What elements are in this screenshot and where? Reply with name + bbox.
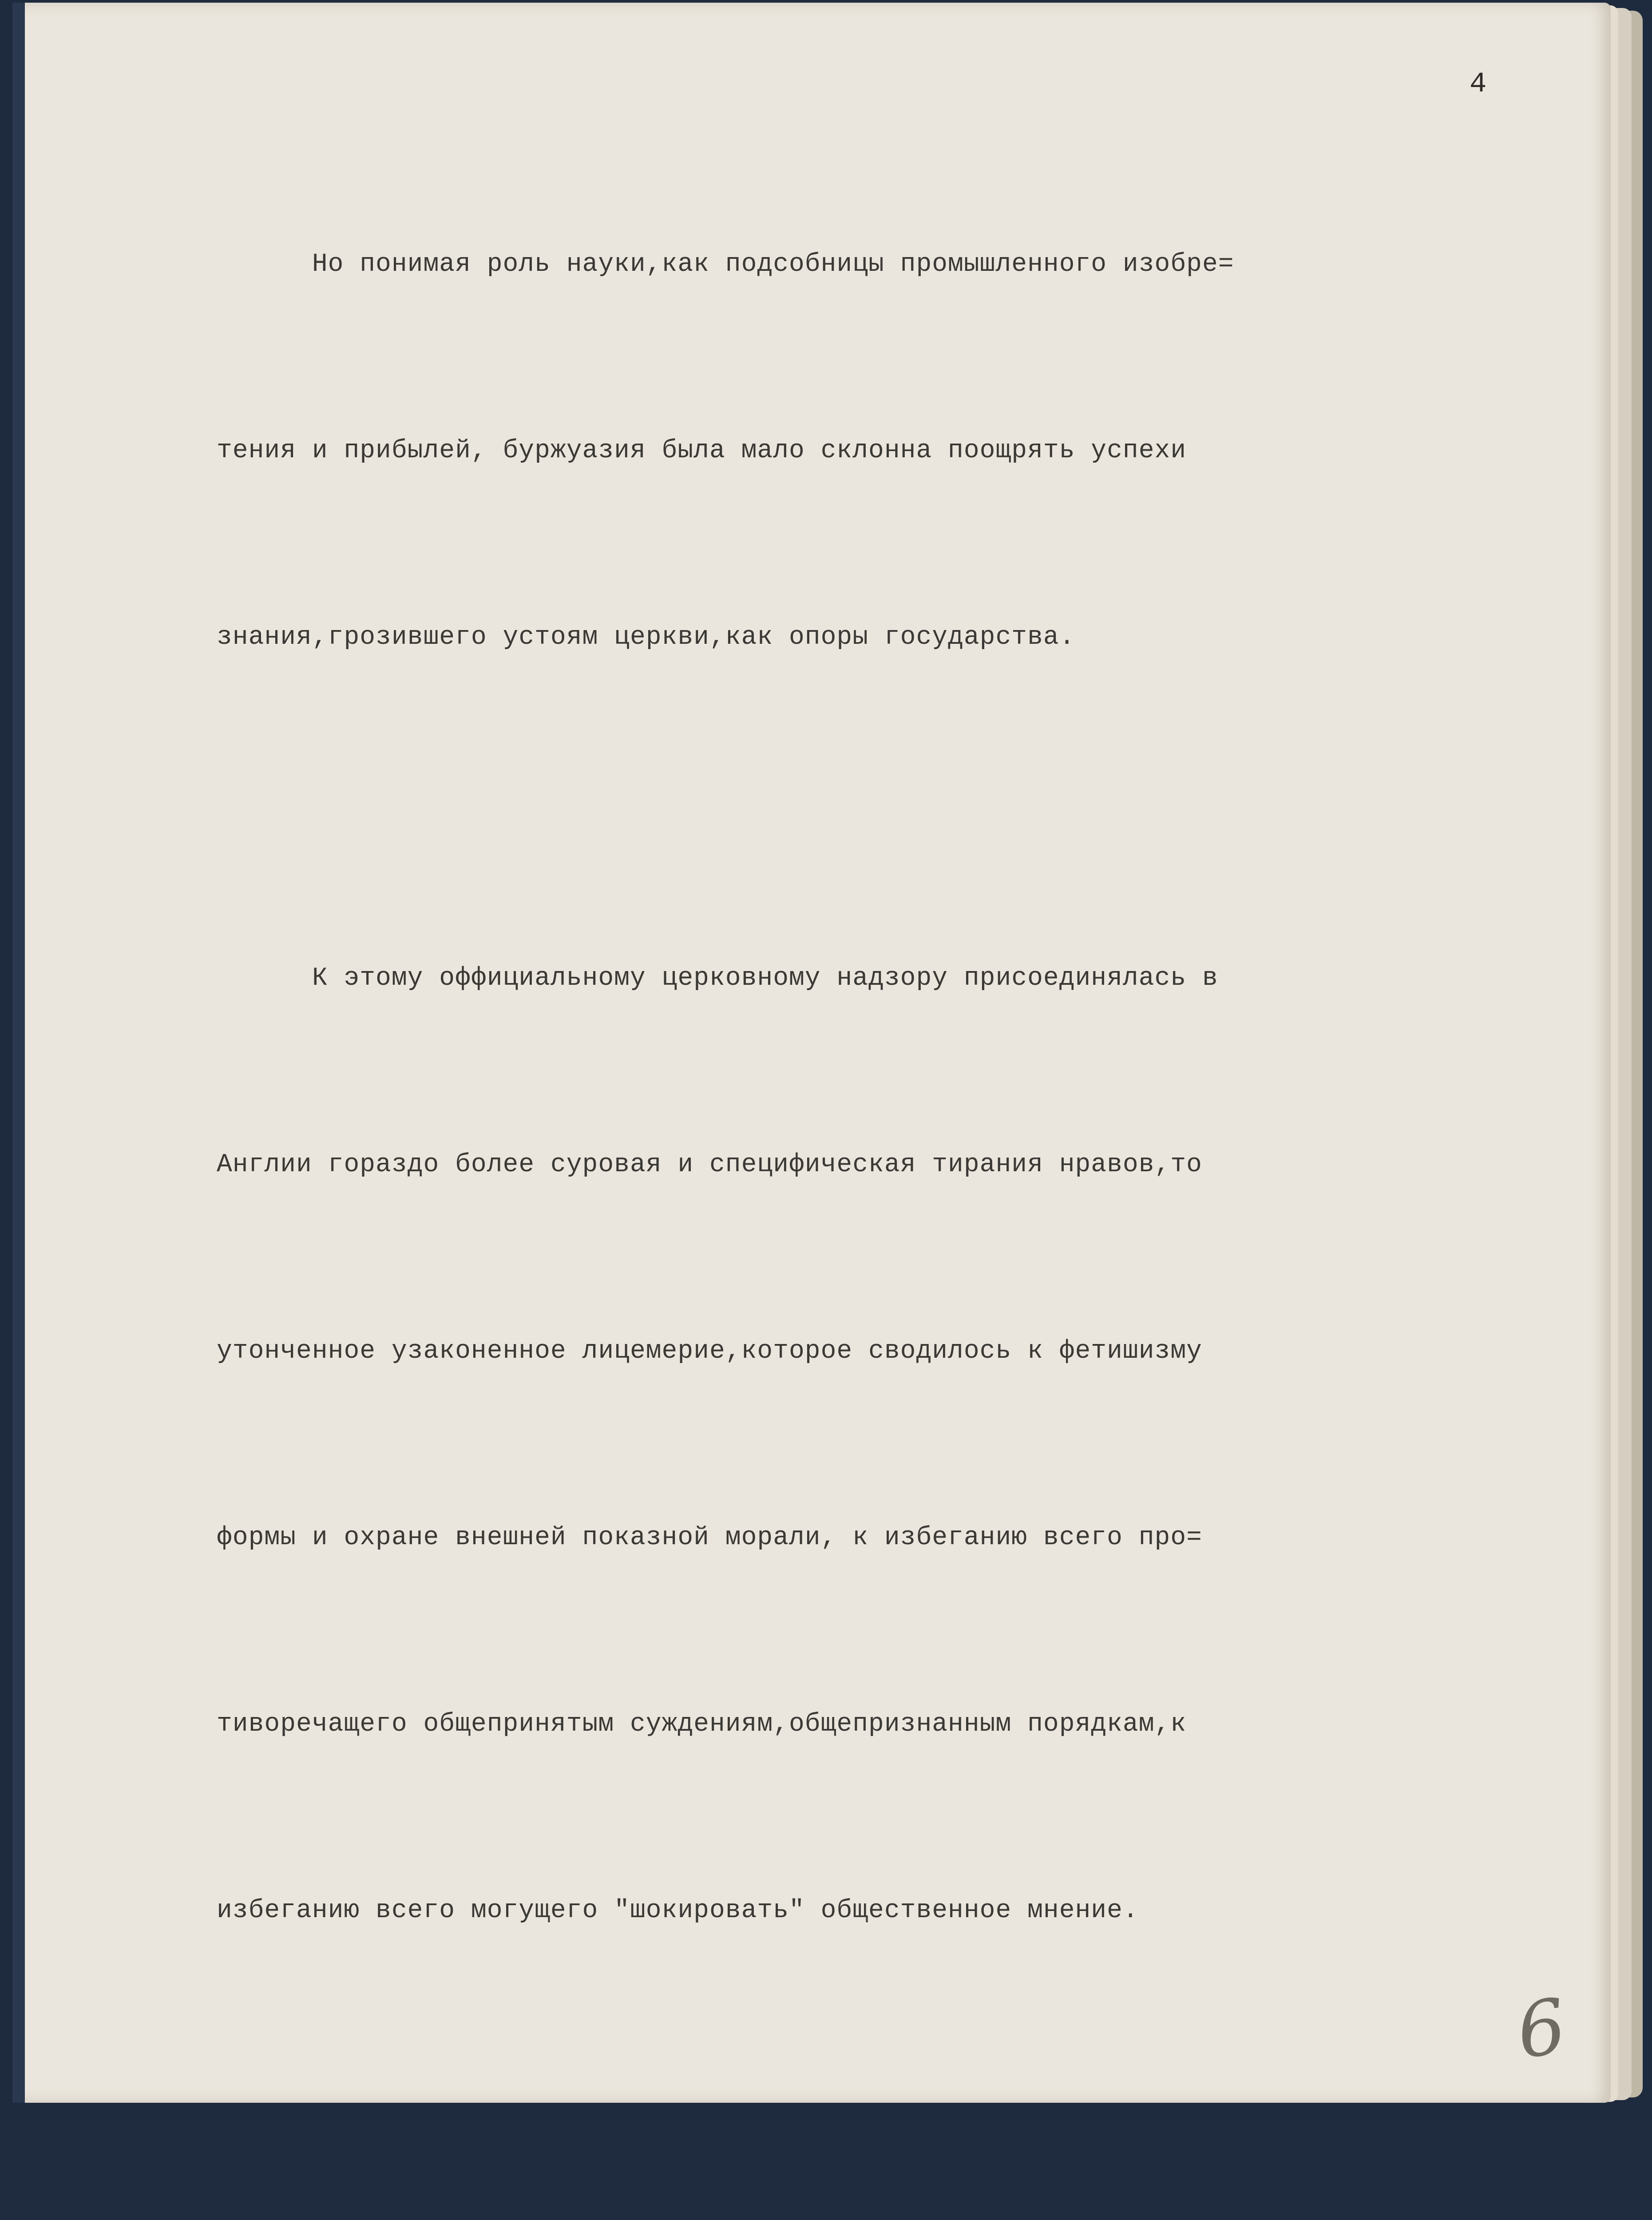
paragraph-2	[217, 823, 1540, 2066]
text-line: утонченное узаконенное лицемерие,которое сводилось к фетишизму	[217, 1337, 1202, 1366]
text-line: Но понимая роль науки,как подсобницы промышленного изобре=	[217, 250, 1234, 279]
typewritten-body	[217, 109, 1540, 2220]
paragraph-3	[217, 2097, 1540, 2220]
binding-spine	[12, 3, 25, 2103]
text-line: формы и охране внешней показной морали, к избеганию всего про=	[217, 1523, 1202, 1552]
paragraph-1	[217, 109, 1540, 793]
text-line: знания,грозившего устоям церкви,как опоры государства.	[217, 623, 1075, 652]
text-line: тения и прибылей, буржуазия была мало склонна поощрять успехи	[217, 436, 1187, 465]
document-page	[12, 3, 1611, 2103]
text-line: Англии гораздо более суровая и специфическая тирания нравов,то	[217, 1150, 1202, 1179]
text-line: избеганию всего могущего "шокировать" общественное мнение.	[217, 1896, 1139, 1925]
text-line: К этому оффициальному церковному надзору присоединялась в	[217, 964, 1218, 993]
text-line: тиворечащего общепринятым суждениям,общепризнанным порядкам,к	[217, 1710, 1187, 1739]
page-number: 4	[1470, 68, 1487, 100]
handwritten-folio-number: 6	[1511, 1982, 1572, 2076]
